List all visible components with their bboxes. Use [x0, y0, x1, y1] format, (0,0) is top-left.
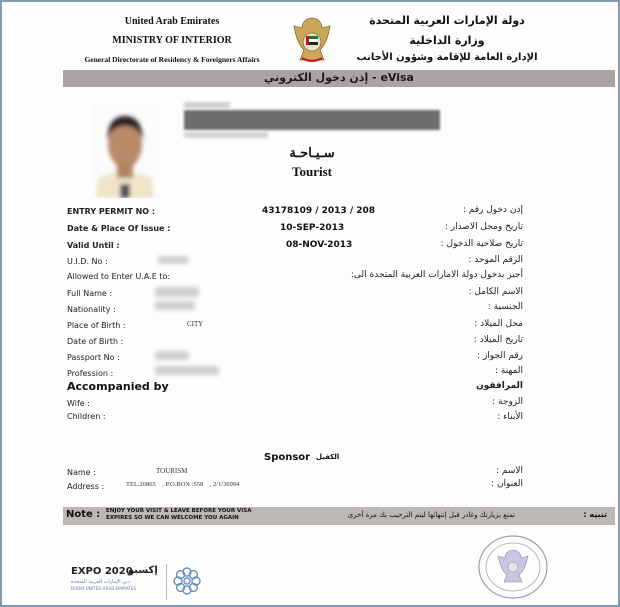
ministry-stamp-icon	[476, 534, 550, 600]
allowed-label-ar: أجيز بدخول دولة الامارات العربية المتحدة الى:	[350, 270, 523, 280]
issue-value: 10-SEP-2013	[280, 223, 345, 233]
sponsor-heading: Sponsor	[264, 452, 311, 463]
uid-label-ar: الرقم الموحد :	[468, 255, 523, 265]
header-ministry-en: MINISTRY OF INTERIOR	[112, 35, 232, 46]
entry-permit-value: 43178109 / 2013 / 208	[262, 206, 376, 216]
sponsor-address-value: TEL.26865 , P.O.BOX :558 , 2/1/36994	[126, 481, 240, 488]
profession-value-redacted	[155, 366, 219, 375]
issue-label-ar: تاريخ ومحل الاصدار :	[444, 222, 523, 232]
wife-label-ar: الزوجة :	[492, 397, 523, 407]
sponsor-name-label-ar: الاسم :	[495, 466, 523, 476]
note-text-line1: ENJOY YOUR VISIT & LEAVE BEFORE YOUR VISA	[106, 508, 252, 514]
children-label-ar: الأبناء :	[497, 412, 523, 422]
note-label-ar: تنبيه :	[583, 510, 607, 519]
valid-until-label-ar: تاريخ صلاحية الدخول :	[440, 239, 523, 249]
sponsor-heading-ar: الكفيل	[316, 453, 340, 461]
sponsor-name-value: TOURISM	[156, 467, 188, 475]
valid-until-label: Valid Until :	[67, 241, 120, 250]
barcode	[182, 100, 442, 146]
uid-label: U.I.D. No :	[67, 257, 108, 266]
applicant-photo	[92, 104, 158, 198]
valid-until-value: 08-NOV-2013	[286, 240, 353, 250]
note-text-ar: تمتع بزيارتك وغادر قبل إنتهائها ليتم الترحيب بك مرة أخرى	[347, 511, 515, 519]
place-of-birth-value: CITY	[187, 320, 204, 328]
uae-emblem-icon	[290, 14, 334, 66]
expo-2020-logo	[68, 562, 208, 604]
expo-title-ar: إكسبو	[128, 565, 158, 576]
date-of-birth-label: Date of Birth :	[67, 337, 124, 346]
note-label: Note :	[66, 509, 101, 520]
passport-label-ar: رقم الجواز :	[477, 351, 523, 361]
wife-label: Wife :	[67, 399, 90, 408]
full-name-value-redacted	[155, 287, 199, 297]
nationality-value-redacted	[155, 301, 195, 310]
expo-sub-ar: دبي الإمارات العربية المتحدة	[71, 579, 130, 585]
note-text-line2: EXPIRES SO WE CAN WELCOME YOU AGAIN	[106, 515, 239, 521]
banner-title: إذن دخول الكتروني - eVisa	[264, 71, 414, 84]
header-directorate-ar: الإدارة العامة للإقامة وشؤون الأجانب	[356, 52, 538, 63]
accompanied-heading: Accompanied by	[67, 380, 169, 393]
entry-permit-label: ENTRY PERMIT NO :	[67, 207, 156, 216]
note-bar	[63, 507, 615, 525]
full-name-label: Full Name :	[67, 289, 113, 298]
issue-label: Date & Place Of Issue :	[67, 224, 171, 233]
header-directorate-en: General Directorate of Residency & Foreigners Affairs	[84, 55, 260, 64]
profession-label: Profession :	[67, 369, 114, 378]
expo-divider	[166, 564, 167, 600]
place-of-birth-label-ar: محل الميلاد :	[474, 319, 523, 329]
nationality-label: Nationality :	[67, 305, 116, 314]
evisa-banner	[63, 70, 615, 87]
sponsor-address-label: Address :	[67, 482, 105, 491]
visa-type-en: Tourist	[292, 164, 332, 179]
place-of-birth-label: Place of Birth :	[67, 321, 126, 330]
visa-type-ar: سـيـاحـة	[289, 146, 335, 161]
expo-title: EXPO 2020	[71, 566, 133, 577]
allowed-label: Allowed to Enter U.A.E to:	[67, 272, 171, 281]
children-label: Children :	[67, 412, 106, 421]
expo-emblem-icon	[172, 566, 202, 596]
passport-label: Passport No :	[67, 353, 120, 362]
passport-value-redacted	[155, 351, 189, 360]
nationality-label-ar: الجنسية :	[487, 302, 523, 312]
accompanied-heading-ar: المرافقون	[476, 381, 523, 391]
sponsor-address-label-ar: العنوان :	[491, 479, 523, 489]
header-ministry-ar: وزارة الداخلية	[409, 34, 485, 47]
profession-label-ar: المهنة :	[494, 366, 523, 376]
full-name-label-ar: الاسم الكامل :	[468, 287, 523, 297]
entry-permit-label-ar: إذن دخول رقم :	[462, 205, 523, 215]
sponsor-name-label: Name :	[67, 468, 96, 477]
date-of-birth-label-ar: تاريخ الميلاد :	[473, 335, 523, 345]
uid-value-redacted	[158, 256, 188, 264]
expo-sub-en: DUBAI UNITED ARAB EMIRATES	[71, 586, 137, 591]
header-country-en: United Arab Emirates	[124, 16, 220, 27]
header-country-ar: دولة الإمارات العربية المتحدة	[369, 14, 525, 27]
